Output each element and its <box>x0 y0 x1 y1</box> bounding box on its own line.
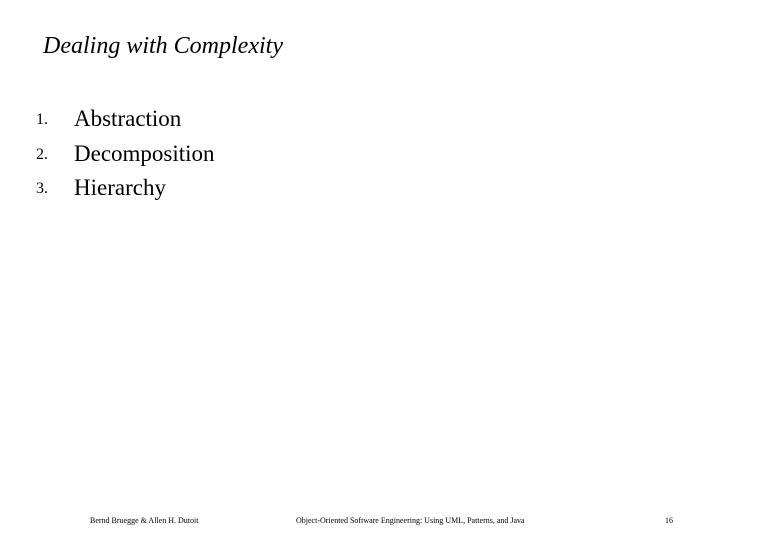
list-item-number: 3. <box>36 180 48 197</box>
list-item-text: Decomposition <box>74 140 215 166</box>
list-item <box>0 102 400 137</box>
list-item <box>0 137 400 172</box>
footer-page-number: 16 <box>665 516 673 525</box>
list-item-text: Hierarchy <box>74 175 166 200</box>
list-item-number: 1. <box>36 111 48 128</box>
numbered-list <box>0 102 400 206</box>
footer-authors: Bernd Bruegge & Allen H. Dutoit <box>90 516 199 525</box>
list-item-text: Abstraction <box>74 106 182 131</box>
slide-title: Dealing with Complexity <box>43 33 283 59</box>
list-item-number: 2. <box>36 145 48 163</box>
footer-book-title: Object-Oriented Software Engineering: Using UML, Patterns, and Java <box>296 516 525 525</box>
list-item <box>0 171 400 206</box>
